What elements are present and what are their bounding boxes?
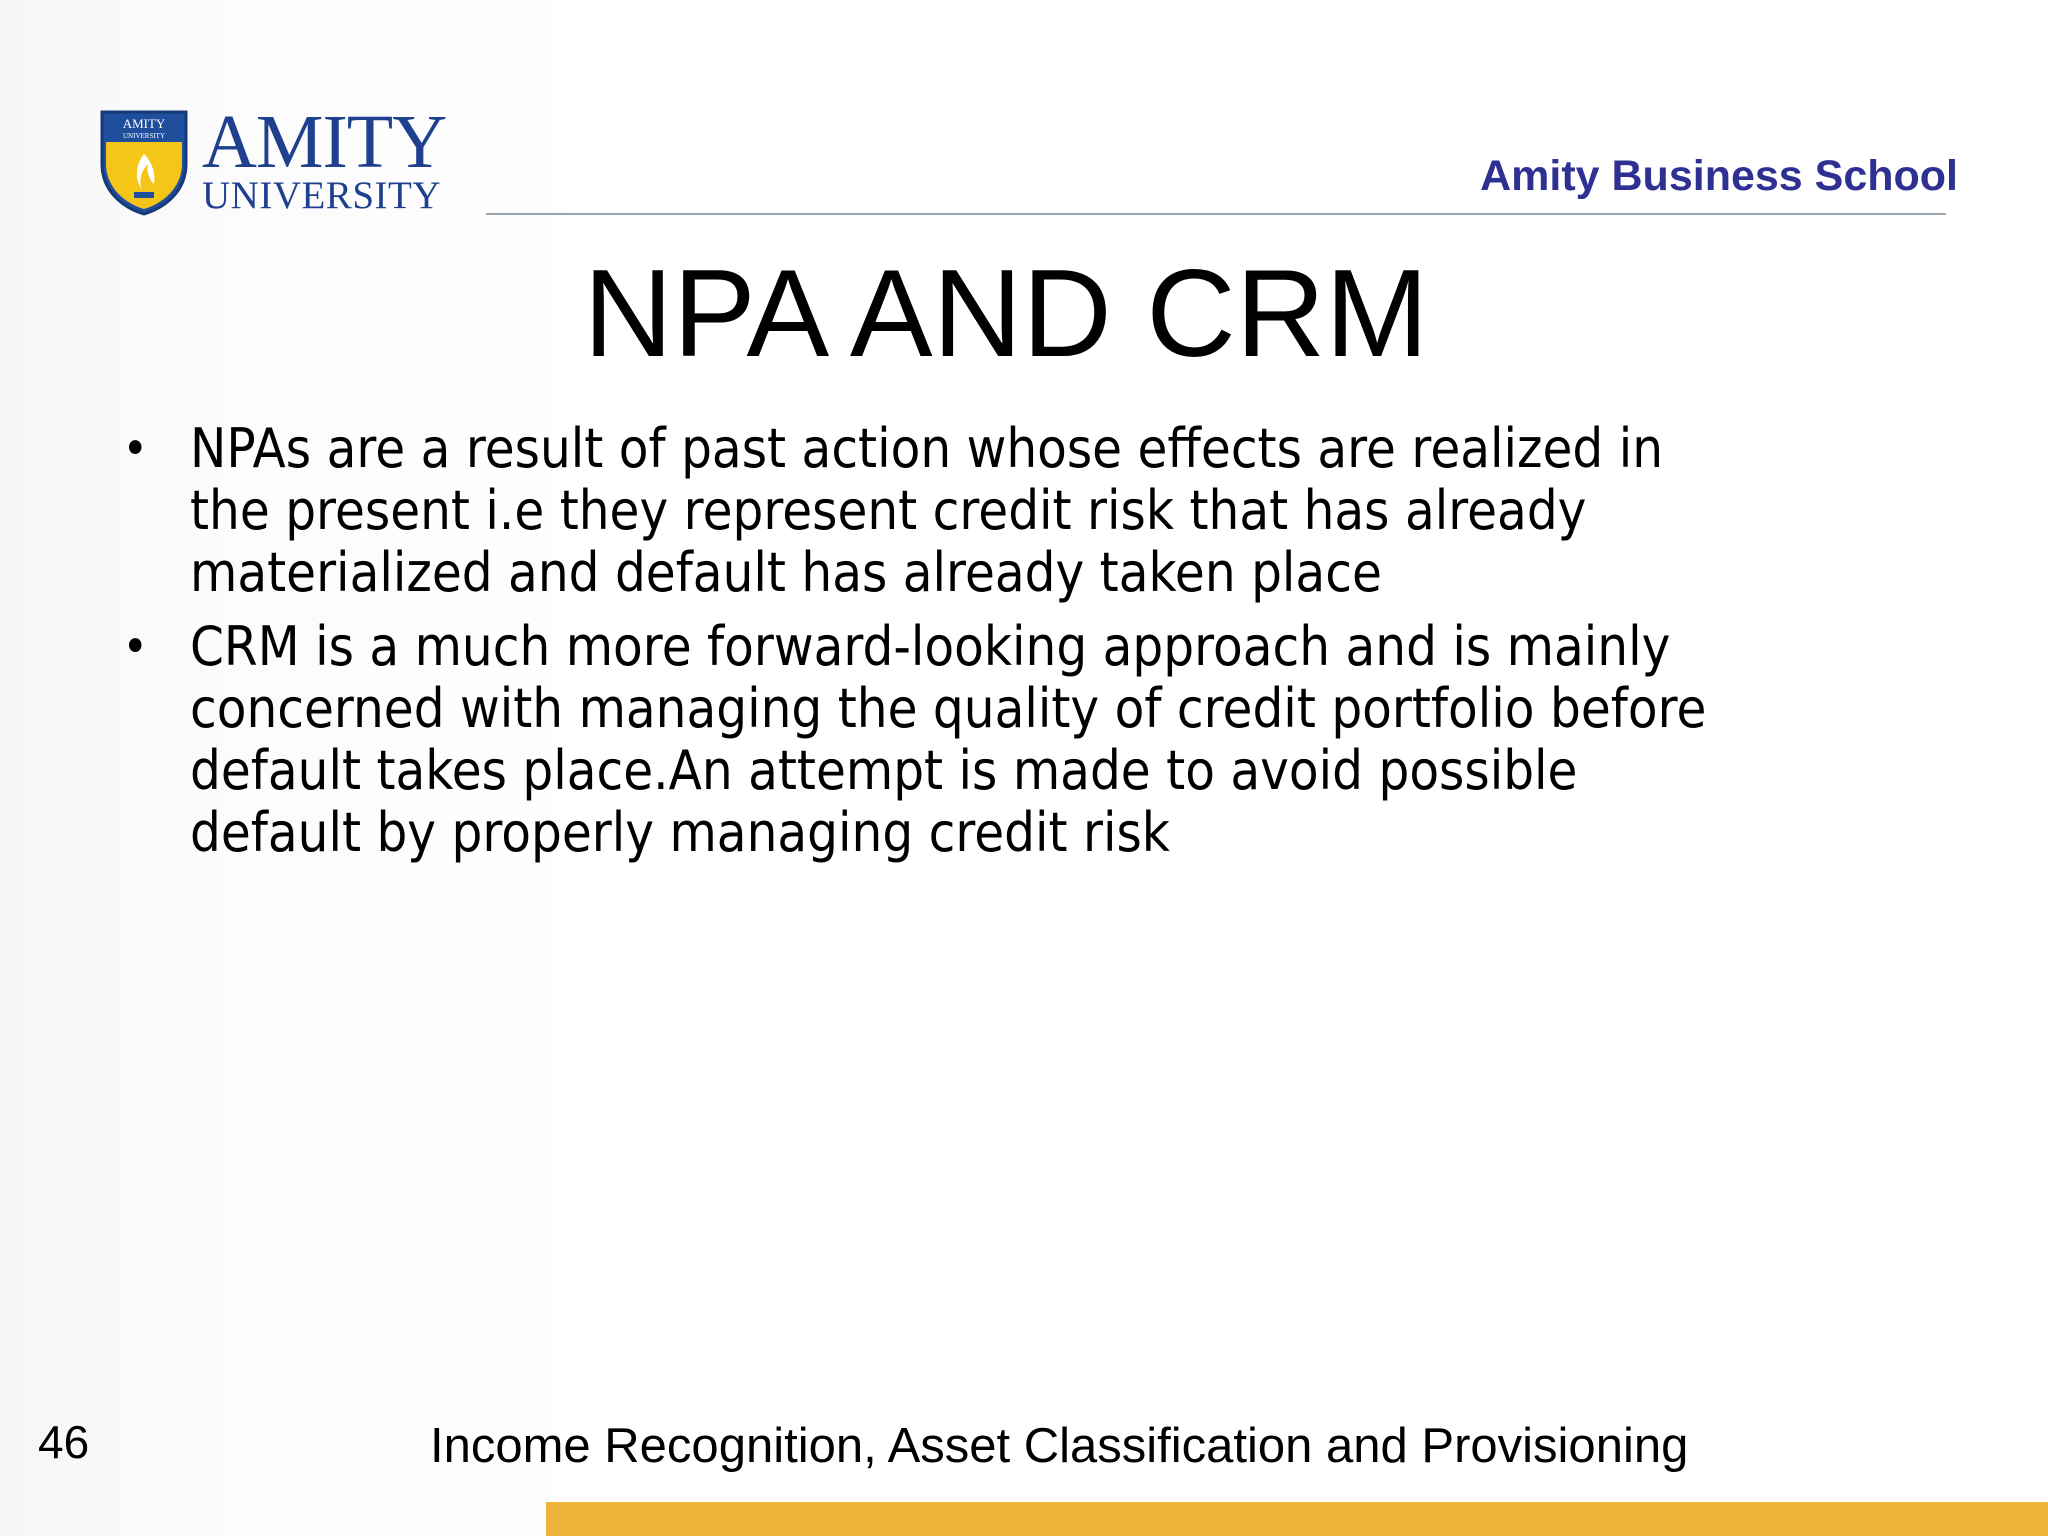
bullet-text: CRM is a much more forward-looking approach and is mainly concerned with managing the quality of credit portfolio before default takes place.An attempt is made to avoid possible default by properly managing credit risk bbox=[190, 615, 1707, 864]
bullet-icon: • bbox=[122, 421, 148, 477]
slide-title: NPA AND CRM bbox=[583, 245, 1429, 383]
bullet-item bbox=[118, 616, 1738, 864]
logo-subtitle: UNIVERSITY bbox=[202, 174, 441, 217]
amity-logo bbox=[98, 100, 447, 218]
header-divider bbox=[486, 213, 1946, 215]
bullet-icon: • bbox=[122, 619, 148, 675]
bullet-item bbox=[118, 418, 1738, 604]
page-number: 46 bbox=[38, 1416, 90, 1468]
bullet-text: NPAs are a result of past action whose effects are realized in the present i.e they represent credit risk that has already materialized and default has already taken place bbox=[190, 417, 1664, 604]
school-name: Amity Business School bbox=[1480, 152, 1958, 200]
amity-crest-icon bbox=[98, 108, 190, 216]
footer-text: Income Recognition, Asset Classification and Provisioning bbox=[430, 1419, 1689, 1473]
bullet-list bbox=[118, 418, 1738, 876]
footer-accent-bar bbox=[546, 1502, 2048, 1536]
svg-text:AMITY: AMITY bbox=[122, 116, 166, 131]
svg-text:UNIVERSITY: UNIVERSITY bbox=[123, 132, 165, 140]
logo-wordmark: AMITY bbox=[202, 100, 447, 184]
